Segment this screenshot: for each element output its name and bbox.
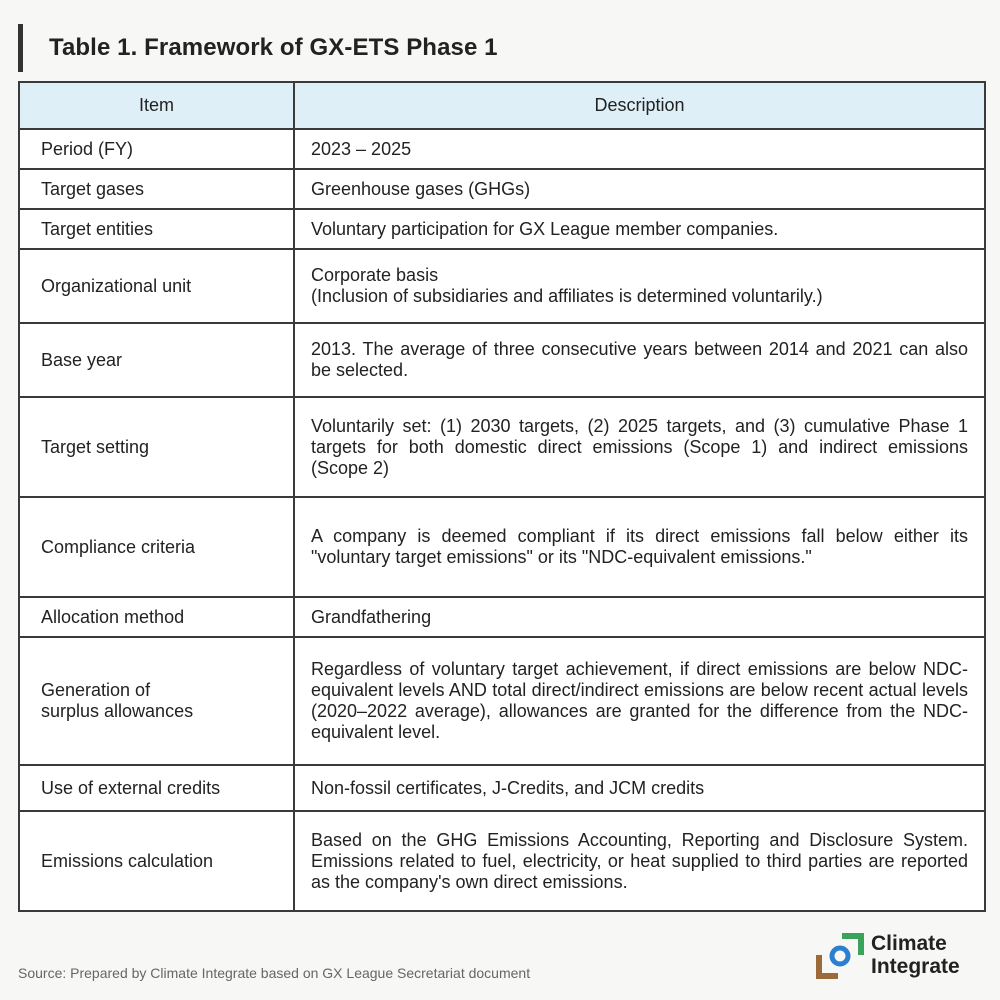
row-item: Target setting [19,397,294,497]
row-item: Emissions calculation [19,811,294,911]
framework-table [18,81,986,912]
row-item: Use of external credits [19,765,294,811]
table-row [19,811,985,911]
row-description: 2013. The average of three consecutive years between 2014 and 2021 can also be selected. [294,323,985,397]
logo-wordmark [871,932,960,978]
row-item: Target gases [19,169,294,209]
table-row [19,129,985,169]
table-row [19,209,985,249]
row-item: Allocation method [19,597,294,637]
table-row [19,397,985,497]
row-description: 2023 – 2025 [294,129,985,169]
row-item: Organizational unit [19,249,294,323]
table-row [19,765,985,811]
row-item: Compliance criteria [19,497,294,597]
logo-mark-icon [815,930,865,980]
table-header-row [19,82,985,129]
row-description: Grandfathering [294,597,985,637]
column-header-description: Description [294,82,985,129]
column-header-item: Item [19,82,294,129]
row-description: Greenhouse gases (GHGs) [294,169,985,209]
row-description: Regardless of voluntary target achievement, if direct emissions are below NDC-equivalent levels AND total direct/indirect emissions are below recent actual levels (2020–2022 average), allowances are granted for the difference from the NDC-equivalent level. [294,637,985,765]
row-description: Non-fossil certificates, J-Credits, and JCM credits [294,765,985,811]
table-row [19,169,985,209]
table-row [19,637,985,765]
row-item: Generation of surplus allowances [19,637,294,765]
row-item: Period (FY) [19,129,294,169]
row-item: Base year [19,323,294,397]
climate-integrate-logo [815,930,990,980]
logo-line-1: Climate [871,932,947,955]
table-row [19,497,985,597]
table-row [19,597,985,637]
table-row [19,323,985,397]
source-note: Source: Prepared by Climate Integrate based on GX League Secretariat document [18,965,531,981]
title-block [18,24,498,72]
row-description: Corporate basis (Inclusion of subsidiaries and affiliates is determined voluntarily.) [294,249,985,323]
row-description: Based on the GHG Emissions Accounting, Reporting and Disclosure System. Emissions related to fuel, electricity, or heat supplied to third parties are reported as the company's own direct emissions. [294,811,985,911]
row-item: Target entities [19,209,294,249]
table-row [19,249,985,323]
row-description: Voluntarily set: (1) 2030 targets, (2) 2025 targets, and (3) cumulative Phase 1 targets for both domestic direct emissions (Scope 1) and indirect emissions (Scope 2) [294,397,985,497]
title-accent-bar [18,24,23,72]
page-title: Table 1. Framework of GX-ETS Phase 1 [49,34,498,61]
row-description: A company is deemed compliant if its direct emissions fall below either its "voluntary target emissions" or its "NDC-equivalent emissions." [294,497,985,597]
logo-line-2: Integrate [871,955,960,978]
row-description: Voluntary participation for GX League member companies. [294,209,985,249]
